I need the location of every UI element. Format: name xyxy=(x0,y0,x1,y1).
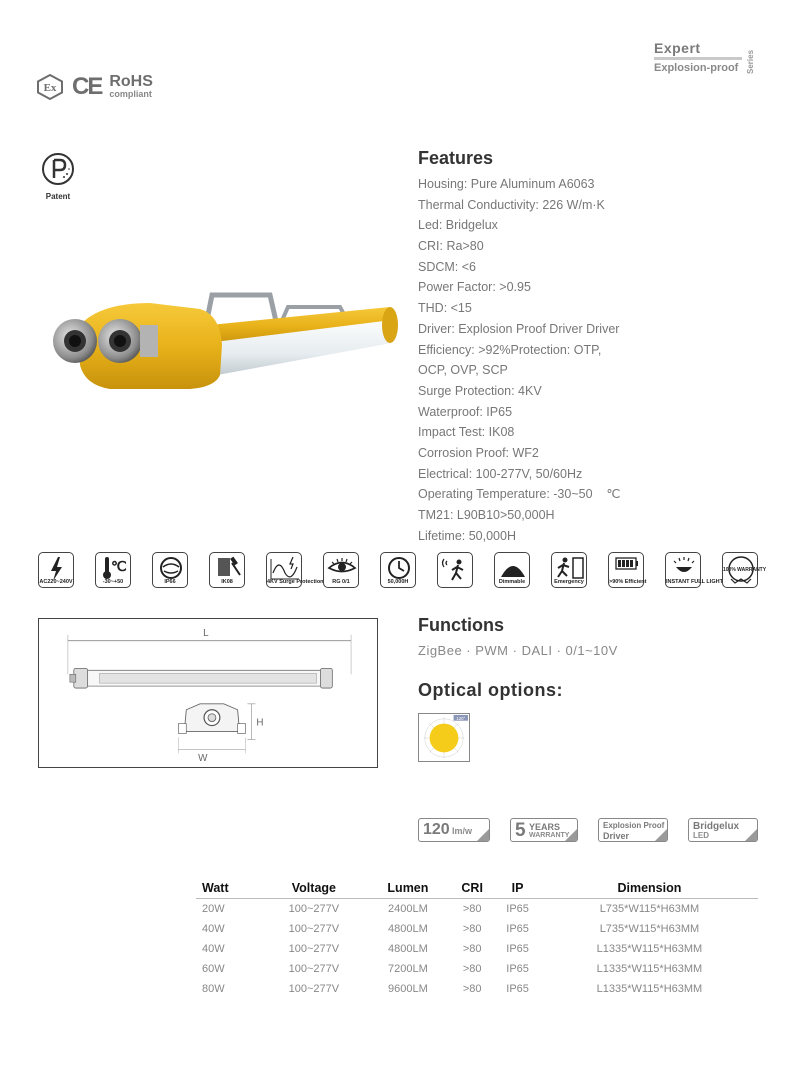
cell: 100~277V xyxy=(288,923,340,935)
header-watt: Watt xyxy=(196,878,262,899)
eye-icon xyxy=(323,552,359,588)
cell: 100~277V xyxy=(288,943,340,955)
cell: L1335*W115*H63MM xyxy=(596,943,703,955)
patent-label: Patent xyxy=(45,192,71,201)
ex-text: Ex xyxy=(43,82,57,94)
table-row xyxy=(196,899,758,920)
table-row xyxy=(196,919,758,939)
cell: 40W xyxy=(202,943,225,955)
rohs-mark xyxy=(109,75,153,99)
instant-light-icon xyxy=(665,552,723,588)
cell: IP65 xyxy=(506,903,529,915)
spec-table xyxy=(196,878,758,999)
badge-corner xyxy=(655,829,667,841)
brand-explosion-proof: Explosion-proof xyxy=(654,62,739,74)
features-list xyxy=(418,174,758,546)
warranty-badge xyxy=(510,818,578,842)
brand-mark xyxy=(654,40,758,76)
cell: >80 xyxy=(462,983,482,995)
warranty-label: 100% WARRANTY xyxy=(723,567,767,573)
driver-badge xyxy=(598,818,668,842)
warranty-text: WARRANTY xyxy=(529,832,570,839)
feature-item: Efficiency: >92%Protection: OTP, xyxy=(418,342,602,357)
ik08-icon xyxy=(209,552,245,588)
feature-item: Driver: Explosion Proof Driver Driver xyxy=(418,321,620,336)
feature-item: Led: Bridgelux xyxy=(418,218,498,233)
cell: 7200LM xyxy=(388,963,428,975)
feature-item: TM21: L90B10>50,000H xyxy=(418,508,555,522)
cell: IP65 xyxy=(506,943,529,955)
table-row xyxy=(196,979,758,999)
ex-hexagon-icon xyxy=(36,74,64,100)
cell: L1335*W115*H63MM xyxy=(596,963,703,975)
badge-corner xyxy=(745,829,757,841)
lifetime-label: 50,000H xyxy=(387,579,409,585)
feature-item: Power Factor: >0.95 xyxy=(418,280,531,295)
cell: 80W xyxy=(202,983,225,995)
cell: >80 xyxy=(462,923,482,935)
bridgelux-line1: Bridgelux xyxy=(693,821,740,832)
cell: L1335*W115*H63MM xyxy=(596,983,703,995)
length-label: L xyxy=(203,627,209,639)
dimmable-label: Dimmable xyxy=(498,579,526,585)
cell: L735*W115*H63MM xyxy=(599,903,700,915)
brand-divider xyxy=(654,57,742,60)
bridgelux-badge xyxy=(688,818,758,842)
header-voltage: Voltage xyxy=(262,878,366,899)
feature-item: SDCM: <6 xyxy=(418,259,477,274)
ce-mark: CE xyxy=(72,73,102,100)
lumen-unit: lm/w xyxy=(452,826,473,836)
spec-badges xyxy=(418,818,758,844)
voltage-icon xyxy=(38,552,74,588)
temperature-icon xyxy=(95,552,131,588)
cell: 2400LM xyxy=(388,903,428,915)
cell: >80 xyxy=(462,903,482,915)
table-row xyxy=(196,939,758,959)
driver-line1: Explosion Proof xyxy=(603,821,665,830)
header-dimension: Dimension xyxy=(541,878,758,899)
feature-item: Lifetime: 50,000H xyxy=(418,528,516,543)
table-row xyxy=(196,959,758,979)
dimension-drawing xyxy=(38,618,378,768)
efficiency-icon xyxy=(608,552,647,588)
badge-corner xyxy=(477,829,489,841)
rohs-compliant: compliant xyxy=(109,89,152,99)
cell: 4800LM xyxy=(388,923,428,935)
feature-item: Electrical: 100-277V, 50/60Hz xyxy=(418,466,583,481)
cell: 100~277V xyxy=(288,903,340,915)
cell: >80 xyxy=(462,963,482,975)
cell: 100~277V xyxy=(288,983,340,995)
sensor-icon xyxy=(437,552,473,588)
header-lumen: Lumen xyxy=(366,878,450,899)
warranty-icon xyxy=(722,552,767,588)
patent-badge xyxy=(38,152,78,201)
celsius-symbol: ℃ xyxy=(111,558,127,574)
feature-item: Corrosion Proof: WF2 xyxy=(418,445,539,460)
efficiency-label: >90% Efficient xyxy=(609,579,647,585)
feature-item: Thermal Conductivity: 226 W/m·K xyxy=(418,197,605,212)
functions-title: Functions xyxy=(418,615,504,635)
dimmable-icon xyxy=(494,552,530,588)
temperature-label: -30~+50 xyxy=(102,579,124,585)
product-image xyxy=(40,285,410,400)
lumen-efficacy-badge xyxy=(418,818,490,842)
cell: 60W xyxy=(202,963,225,975)
rg-label: RG 0/1 xyxy=(332,579,350,585)
cell: 9600LM xyxy=(388,983,428,995)
cell: 4800LM xyxy=(388,943,428,955)
brand-series: Series xyxy=(746,49,755,74)
height-label: H xyxy=(256,717,264,729)
width-label: W xyxy=(198,753,208,765)
feature-item: Surge Protection: 4KV xyxy=(418,383,542,398)
clock-icon xyxy=(380,552,416,588)
cell: IP65 xyxy=(506,923,529,935)
functions-text: ZigBee · PWM · DALI · 0/1~10V xyxy=(418,643,618,658)
instant-light-label: INSTANT FULL LIGHT xyxy=(666,579,723,585)
patent-icon xyxy=(40,152,76,186)
optic-angle-tag: 120° xyxy=(456,715,466,721)
emergency-icon xyxy=(551,552,587,588)
feature-item: Waterproof: IP65 xyxy=(418,404,513,419)
driver-line2: Driver xyxy=(603,831,630,841)
surge-label: 4KV Surge Protection xyxy=(267,579,324,585)
rohs-text: RoHS xyxy=(109,73,153,90)
feature-icon-strip xyxy=(38,552,767,592)
ip66-label: IP66 xyxy=(164,579,176,585)
cell: L735*W115*H63MM xyxy=(599,923,700,935)
header-ip: IP xyxy=(494,878,541,899)
voltage-label: AC220~240V xyxy=(39,579,73,585)
table-header-row xyxy=(196,878,758,899)
warranty-years-number: 5 xyxy=(515,820,526,841)
feature-item: OCP, OVP, SCP xyxy=(418,363,508,378)
optic-beam-icon xyxy=(418,713,470,762)
cell: IP65 xyxy=(506,983,529,995)
header-cri: CRI xyxy=(450,878,494,899)
ik08-label: IK08 xyxy=(221,579,233,585)
optical-title: Optical options: xyxy=(418,680,563,700)
badge-corner xyxy=(565,829,577,841)
cell: 40W xyxy=(202,923,225,935)
lumen-value: 120 xyxy=(423,821,450,838)
cell: >80 xyxy=(462,943,482,955)
ip66-icon xyxy=(152,552,188,588)
feature-item: CRI: Ra>80 xyxy=(418,239,484,254)
feature-item: Housing: Pure Aluminum A6063 xyxy=(418,177,595,191)
brand-expert: Expert xyxy=(654,40,701,56)
features-title: Features xyxy=(418,148,494,168)
certification-logos xyxy=(36,72,153,102)
feature-item: THD: <15 xyxy=(418,301,472,316)
warranty-years-text: YEARS xyxy=(529,822,561,832)
cell: 20W xyxy=(202,903,225,915)
cell: IP65 xyxy=(506,963,529,975)
feature-item: Operating Temperature: -30~50 ℃ xyxy=(418,487,621,502)
feature-item: Impact Test: IK08 xyxy=(418,425,515,440)
emergency-label: Emergency xyxy=(554,579,584,585)
cell: 100~277V xyxy=(288,963,340,975)
bridgelux-line2: LED xyxy=(693,831,709,840)
surge-icon xyxy=(266,552,324,588)
